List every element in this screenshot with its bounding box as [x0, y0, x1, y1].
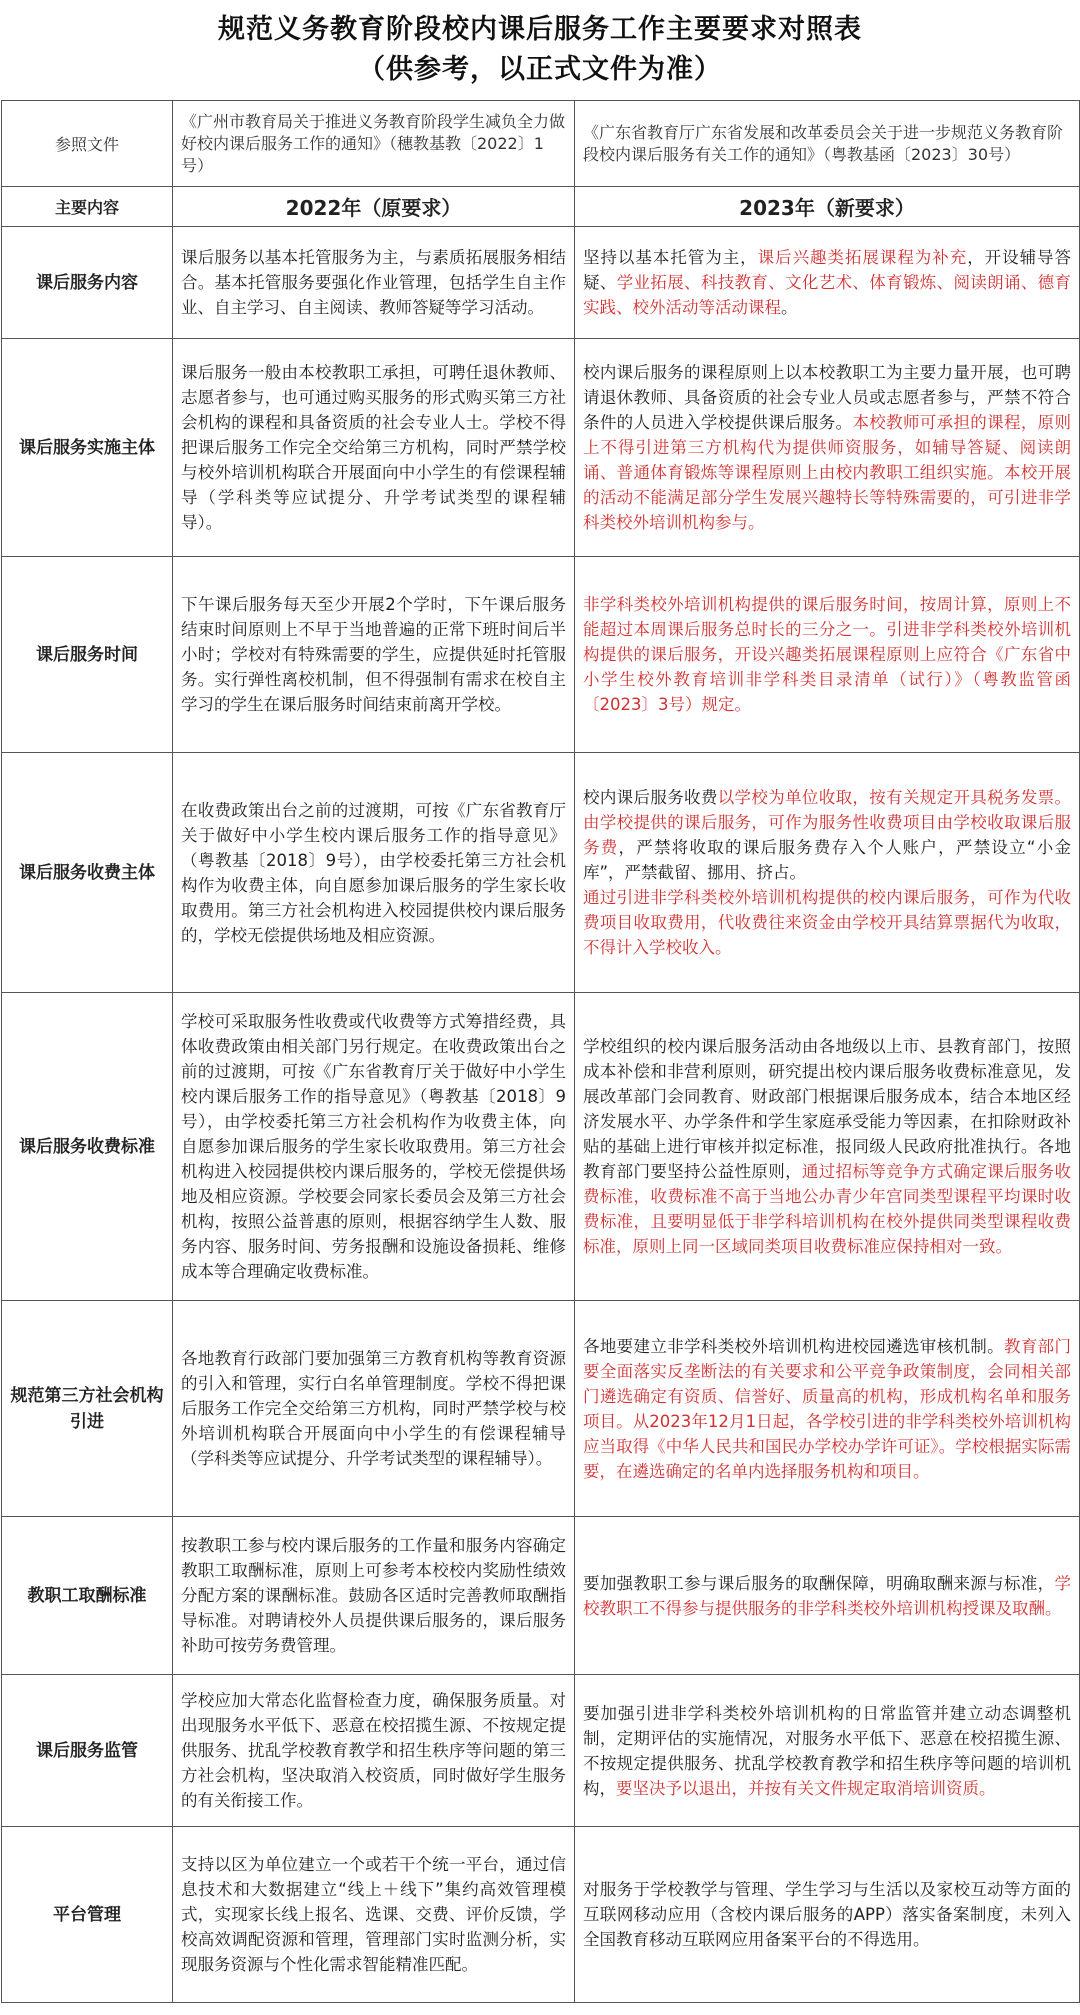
- new-requirement-text: 校内课后服务的课程原则上以本校教职工为主要力量开展，也可聘请退休教师、具备资质的社会专业人员或志愿者参与，严禁不符合条件的人员进入学校提供课后服务。: [583, 363, 1071, 432]
- new-requirement: [575, 1301, 1080, 1517]
- new-requirement-highlight: 教育部门要全面落实反垄断法的有关要求和公平竞争政策制度，会同相关部门遴选确定有资质、信誉好、质量高的机构，形成机构名单和服务项目。从2023年12月1日起，各学校引进的非学科类校外培训机构应当取得《中华人民共和国民办学校办学许可证》。学校根据实际需要，在遴选确定的名单内选择服务机构和项目。: [583, 1336, 1072, 1481]
- new-requirement: [575, 1675, 1080, 1827]
- reference-row: [2, 101, 1080, 187]
- new-requirement-highlight: 通过招标等竞争方式确定课后服务收费标准，收费标准不高于当地公办青少年宫同类型课程平均课时收费标准，且要明显低于非学科培训机构在校外提供同类型课程收费标准，原则上同一区域同类项目收费标准应保持相对一致。: [583, 1162, 1072, 1256]
- year-new-header: 2023年（新要求）: [575, 187, 1080, 227]
- ref-label: 参照文件: [2, 101, 173, 187]
- year-old-header: 2022年（原要求）: [173, 187, 575, 227]
- row-label: 课后服务收费标准: [2, 993, 173, 1301]
- new-requirement-highlight: 学校教职工不得参与提供服务的非学科类校外培训机构授课及取酬。: [583, 1573, 1071, 1618]
- row-label: 课后服务时间: [2, 557, 173, 753]
- table-row: [2, 1675, 1080, 1827]
- row-label: 课后服务收费主体: [2, 753, 173, 993]
- new-requirement-text: 校内课后服务收费: [583, 788, 718, 807]
- ref-new-document: 《广东省教育厅广东省发展和改革委员会关于进一步规范义务教育阶段校内课后服务有关工作的通知》（粤教基函〔2023〕30号）: [575, 101, 1080, 187]
- new-requirement-text: 。: [781, 298, 798, 317]
- new-requirement-highlight: 非学科类校外培训机构提供的课后服务时间，按周计算，原则上不能超过本周课后服务总时长的三分之一。引进非学科类校外培训机构提供的课后服务，开设兴趣类拓展课程原则上应符合《广东省中小学生校外教育培训非学科类目录清单（试行）》（粤教监管函〔2023〕3号）规定。: [583, 595, 1071, 714]
- new-requirement-highlight: 要坚决予以退出，并按有关文件规定取消培训资质。: [616, 1778, 996, 1798]
- table-row: [2, 993, 1080, 1301]
- row-label: 课后服务实施主体: [2, 339, 173, 557]
- new-requirement-highlight: 课后兴趣类拓展课程为补充: [757, 248, 968, 267]
- table-row: [2, 753, 1080, 993]
- row-label: 课后服务监管: [2, 1675, 173, 1827]
- new-requirement-text: 学校组织的校内课后服务活动由各地级以上市、县教育部门，按照成本补偿和非营利原则，研究提出校内课后服务收费标准意见，发展改革部门会同教育、财政部门根据课后服务成本，结合本地区经济发展水平、办学条件和学生家庭承受能力等因素，在扣除财政补贴的基础上进行审核并拟定标准，报同级人民政府批准执行。各地教育部门要坚持公益性原则，: [583, 1037, 1071, 1181]
- page-subtitle: （供参考，以正式文件为准）: [358, 54, 722, 85]
- old-requirement: 课后服务一般由本校教职工承担，可聘任退休教师、志愿者参与，也可通过购买服务的形式购买第三方社会机构的课程和具备资质的社会专业人士。学校不得把课后服务工作完全交给第三方机构，同时严禁学校与校外培训机构联合开展面向中小学生的有偿课程辅导（学科类等应试提分、升学考试类型的课程辅导）。: [173, 339, 575, 557]
- row-label: 平台管理: [2, 1827, 173, 2003]
- ref-old-document: 《广州市教育局关于推进义务教育阶段学生减负全力做好校内课后服务工作的通知》（穗教基教〔2022〕1号）: [173, 101, 575, 187]
- title-block: [0, 0, 1080, 100]
- page-title: 规范义务教育阶段校内课后服务工作主要要求对照表: [218, 14, 862, 45]
- new-requirement: [575, 339, 1080, 557]
- table-row: [2, 1301, 1080, 1517]
- old-requirement: 各地教育行政部门要加强第三方教育机构等教育资源的引入和管理，实行白名单管理制度。学校不得把课后服务工作完全交给第三方机构，同时严禁学校与校外培训机构联合开展面向中小学生的有偿课程辅导（学科类等应试提分、升学考试类型的课程辅导）。: [173, 1301, 575, 1517]
- new-requirement-highlight: 本校教师可承担的课程，原则上不得引进第三方机构代为提供师资服务，如辅导答疑、阅读朗诵、普通体育锻炼等课程原则上由校内教职工组织实施。本校开展的活动不能满足部分学生发展兴趣特长等特殊需要的，可引进非学科类校外培训机构参与。: [583, 413, 1072, 532]
- header-row: [2, 187, 1080, 227]
- new-requirement-text: ，严禁将收取的课后服务费存入个人账户，严禁设立“小金库”，严禁截留、挪用、挤占。: [583, 838, 1071, 882]
- new-requirement-text: 要加强引进非学科类校外培训机构的日常监管并建立动态调整机制，定期评估的实施情况，对服务水平低下、恶意在校招揽生源、不按规定提供服务、扰乱学校教育教学和招生秩序等问题的培训机构，: [583, 1703, 1071, 1798]
- row-label: 课后服务内容: [2, 227, 173, 339]
- new-requirement: [575, 557, 1080, 753]
- old-requirement: 在收费政策出台之前的过渡期，可按《广东省教育厅关于做好中小学生校内课后服务工作的指导意见》（粤教基〔2018〕9号），由学校委托第三方社会机构作为收费主体，向自愿参加课后服务的学生家长收取费用。第三方社会机构进入校园提供校内课后服务的，学校无偿提供场地及相应资源。: [173, 753, 575, 993]
- old-requirement: 支持以区为单位建立一个或若干个统一平台，通过信息技术和大数据建立“线上＋线下”集约高效管理模式，实现家长线上报名、选课、交费、评价反馈，学校高效调配资源和管理，管理部门实时监测分析，实现服务资源与个性化需求智能精准匹配。: [173, 1827, 575, 2003]
- new-requirement: [575, 227, 1080, 339]
- new-requirement-text: 各地要建立非学科类校外培训机构进校园遴选审核机制。: [583, 1336, 1004, 1356]
- new-requirement-highlight: 学业拓展、科技教育、文化艺术、体育锻炼、阅读朗诵、德育实践、校外活动等活动课程: [583, 273, 1072, 317]
- row-label: 教职工取酬标准: [2, 1517, 173, 1675]
- new-requirement-highlight: 通过引进非学科类校外培训机构提供的校内课后服务，可作为代收费项目收取费用，代收费往来资金由学校开具结算票据代为收取，不得计入学校收入。: [583, 888, 1071, 957]
- comparison-table: [1, 100, 1080, 2003]
- new-requirement-text: 对服务于学校教学与管理、学生学习与生活以及家校互动等方面的互联网移动应用（含校内课后服务的APP）落实备案制度，未列入全国教育移动互联网应用备案平台的不得选用。: [583, 1880, 1071, 1949]
- new-requirement: [575, 993, 1080, 1301]
- old-requirement: 学校应加大常态化监督检查力度，确保服务质量。对出现服务水平低下、恶意在校招揽生源、不按规定提供服务、扰乱学校教育教学和招生秩序等问题的第三方社会机构，坚决取消入校资质，同时做好学生服务的有关衔接工作。: [173, 1675, 575, 1827]
- old-requirement: 按教职工参与校内课后服务的工作量和服务内容确定教职工取酬标准，原则上可参考本校校内奖励性绩效分配方案的课酬标准。鼓励各区适时完善教师取酬指导标准。对聘请校外人员提供课后服务的，课后服务补助可按劳务费管理。: [173, 1517, 575, 1675]
- old-requirement: 学校可采取服务性收费或代收费等方式筹措经费，具体收费政策由相关部门另行规定。在收费政策出台之前的过渡期，可按《广东省教育厅关于做好中小学生校内课后服务工作的指导意见》（粤教基〔2018〕9号），由学校委托第三方社会机构作为收费主体，向自愿参加课后服务的学生家长收取费用。第三方社会机构进入校园提供校内课后服务的，学校无偿提供场地及相应资源。学校要会同家长委员会及第三方社会机构，按照公益普惠的原则，根据容纳学生人数、服务内容、服务时间、劳务报酬和设施设备损耗、维修成本等合理确定收费标准。: [173, 993, 575, 1301]
- table-row: [2, 1827, 1080, 2003]
- new-requirement-text: 坚持以基本托管为主，: [583, 248, 758, 267]
- table-row: [2, 339, 1080, 557]
- new-requirement: [575, 1517, 1080, 1675]
- row-label: 规范第三方社会机构引进: [2, 1301, 173, 1517]
- table-row: [2, 557, 1080, 753]
- old-requirement: 下午课后服务每天至少开展2个学时，下午课后服务结束时间原则上不早于当地普遍的正常下班时间后半小时；学校对有特殊需要的学生，应提供延时托管服务。实行弹性离校机制，但不得强制有需求在校自主学习的学生在课后服务时间结束前离开学校。: [173, 557, 575, 753]
- new-requirement-text: 要加强教职工参与课后服务的取酬保障，明确取酬来源与标准，: [583, 1573, 1055, 1593]
- new-requirement-text: ，开设辅导答疑、: [583, 248, 1072, 292]
- table-row: [2, 1517, 1080, 1675]
- old-requirement: 课后服务以基本托管服务为主，与素质拓展服务相结合。基本托管服务要强化作业管理，包括学生自主作业、自主学习、自主阅读、教师答疑等学习活动。: [173, 227, 575, 339]
- new-requirement-highlight: 以学校为单位收取，按有关规定开具税务发票。由学校提供的课后服务，可作为服务性收费项目由学校收取课后服务费: [583, 788, 1072, 857]
- new-requirement: [575, 753, 1080, 993]
- main-content-label: 主要内容: [2, 187, 173, 227]
- new-requirement: [575, 1827, 1080, 2003]
- table-row: [2, 227, 1080, 339]
